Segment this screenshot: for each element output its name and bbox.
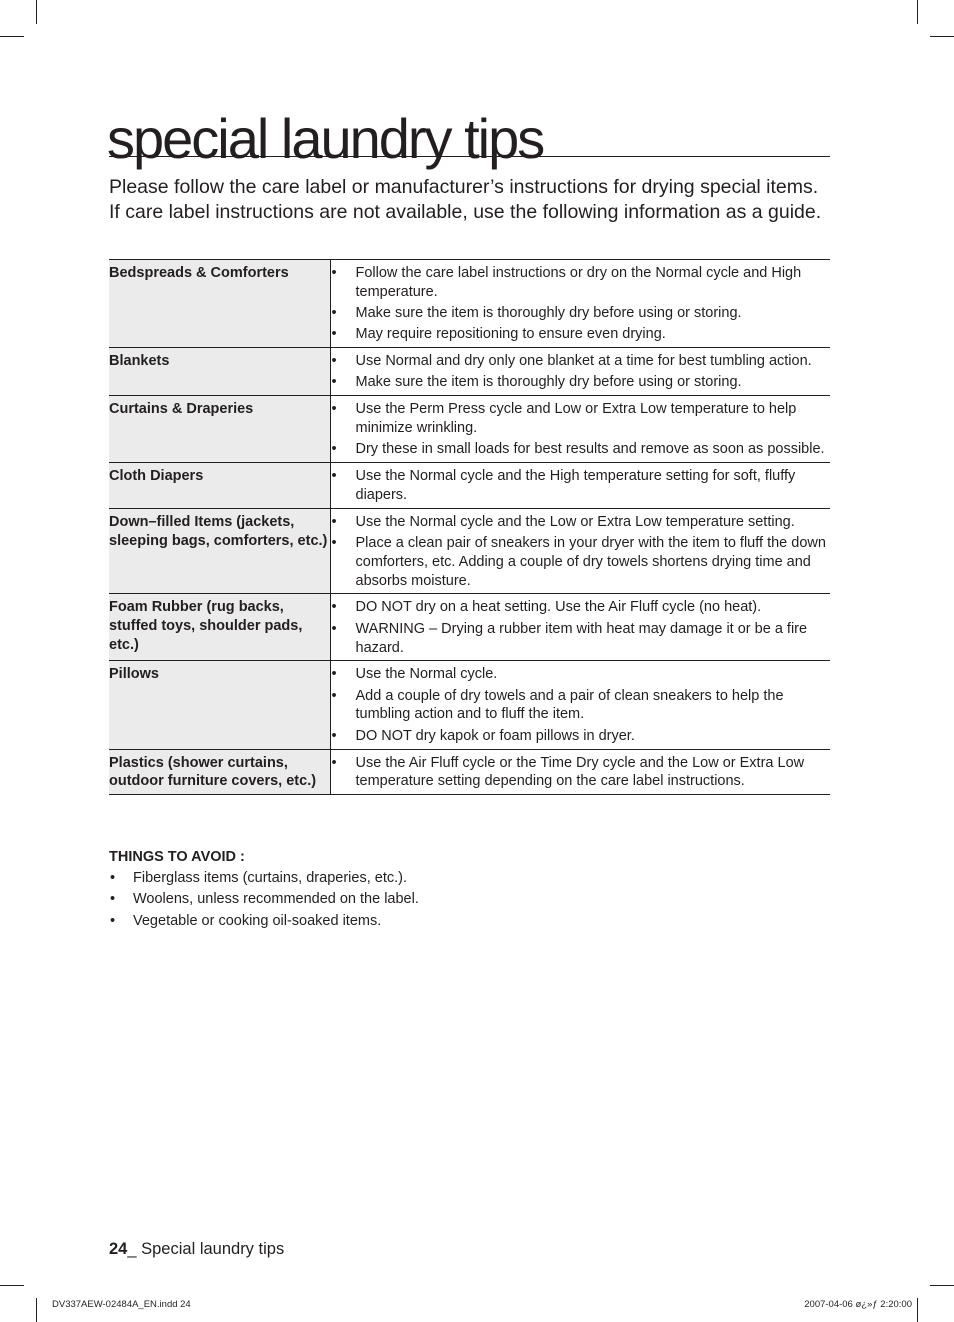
list-item-text: Woolens, unless recommended on the label. <box>133 891 419 908</box>
notes-list <box>331 665 831 745</box>
list-item-text: Use Normal and dry only one blanket at a time for best tumbling action. <box>355 353 812 370</box>
list-item-text: Use the Normal cycle and the Low or Extra Low temperature setting. <box>355 513 795 530</box>
notes-list <box>331 467 831 505</box>
list-item <box>331 665 831 684</box>
bullet-icon: • <box>331 754 337 771</box>
slug-right: 2007-04-06 ø¿»ƒ 2:20:00 <box>804 1299 912 1310</box>
bullet-icon: • <box>331 513 337 530</box>
avoid-list <box>109 869 830 931</box>
page-title: special laundry tips <box>107 107 544 170</box>
footer-section: _ Special laundry tips <box>127 1240 285 1258</box>
list-item-text: Dry these in small loads for best results and remove as soon as possible. <box>355 441 825 458</box>
list-item-text: Fiberglass items (curtains, draperies, etc.). <box>133 869 407 886</box>
list-item <box>331 264 831 302</box>
list-item-text: WARNING – Drying a rubber item with heat may damage it or be a fire hazard. <box>355 620 808 656</box>
bullet-icon: • <box>110 891 116 908</box>
page-footer <box>109 1238 284 1260</box>
list-item-text: Use the Normal cycle and the High temperature setting for soft, fluffy diapers. <box>355 468 796 503</box>
notes-list <box>331 513 831 591</box>
notes-list <box>331 754 831 792</box>
list-item <box>331 400 831 438</box>
bullet-icon: • <box>331 353 337 370</box>
bullet-icon: • <box>331 535 337 552</box>
item-name: Bedspreads & Comforters <box>109 260 330 348</box>
list-item-text: Make sure the item is thoroughly dry before using or storing. <box>355 305 742 322</box>
list-item <box>331 352 831 371</box>
bullet-icon: • <box>331 687 337 704</box>
list-item-text: Vegetable or cooking oil-soaked items. <box>133 912 382 929</box>
item-name: Pillows <box>109 661 330 749</box>
bullet-icon: • <box>331 326 337 343</box>
list-item <box>331 620 831 658</box>
crop-mark <box>0 1285 24 1286</box>
crop-mark <box>36 0 37 24</box>
crop-mark <box>930 1285 954 1286</box>
tips-table <box>109 259 830 795</box>
page-number: 24 <box>109 1240 128 1258</box>
list-item-text: Place a clean pair of sneakers in your dryer with the item to fluff the down comforters, etc. Adding a couple of dry towels shortens drying time and absorbs moisture. <box>355 535 826 589</box>
crop-mark <box>917 1298 918 1322</box>
table-row <box>109 749 830 795</box>
list-item <box>331 513 831 532</box>
item-notes <box>330 594 830 661</box>
item-name: Foam Rubber (rug backs, stuffed toys, shoulder pads, etc.) <box>109 594 330 661</box>
list-item-text: Add a couple of dry towels and a pair of clean sneakers to help the tumbling action and to fluff the item. <box>355 687 784 723</box>
item-name: Plastics (shower curtains, outdoor furniture covers, etc.) <box>109 749 330 795</box>
bullet-icon: • <box>331 374 337 391</box>
list-item-text: Make sure the item is thoroughly dry before using or storing. <box>355 374 742 391</box>
list-item <box>331 467 831 505</box>
list-item <box>331 534 831 590</box>
bullet-icon: • <box>331 468 337 485</box>
slug-left: DV337AEW-02484A_EN.indd 24 <box>52 1299 191 1310</box>
notes-list <box>331 400 831 459</box>
list-item-text: Follow the care label instructions or dry on the Normal cycle and High temperature. <box>355 265 802 300</box>
avoid-heading: THINGS TO AVOID : <box>109 849 245 865</box>
list-item <box>331 373 831 392</box>
bullet-icon: • <box>331 620 337 637</box>
bullet-icon: • <box>331 727 337 744</box>
list-item-text: DO NOT dry kapok or foam pillows in dryer. <box>355 727 635 744</box>
table-row <box>109 594 830 661</box>
item-notes <box>330 749 830 795</box>
table-row <box>109 661 830 749</box>
item-notes <box>330 396 830 463</box>
list-item <box>331 325 831 344</box>
list-item-text: Use the Perm Press cycle and Low or Extra Low temperature to help minimize wrinkling. <box>355 401 797 437</box>
list-item <box>109 869 830 888</box>
bullet-icon: • <box>331 441 337 458</box>
list-item <box>331 304 831 323</box>
list-item-text: DO NOT dry on a heat setting. Use the Air Fluff cycle (no heat). <box>355 599 762 616</box>
notes-list <box>331 598 831 657</box>
bullet-icon: • <box>331 265 337 281</box>
notes-list <box>331 264 831 344</box>
crop-mark <box>36 1298 37 1322</box>
list-item-text: Use the Normal cycle. <box>355 666 498 683</box>
list-item-text: May require repositioning to ensure even drying. <box>355 326 666 343</box>
list-item-text: Use the Air Fluff cycle or the Time Dry cycle and the Low or Extra Low temperature setting depending on the care label instructions. <box>355 754 805 790</box>
bullet-icon: • <box>331 305 337 322</box>
things-to-avoid <box>109 848 830 933</box>
item-notes <box>330 260 830 348</box>
item-name: Curtains & Draperies <box>109 396 330 463</box>
item-name: Blankets <box>109 348 330 396</box>
notes-list <box>331 352 831 392</box>
bullet-icon: • <box>331 666 337 683</box>
title-rule <box>107 104 830 170</box>
list-item <box>331 598 831 617</box>
bullet-icon: • <box>110 912 116 929</box>
bullet-icon: • <box>331 401 337 418</box>
item-notes <box>330 661 830 749</box>
item-notes <box>330 508 830 594</box>
table-row <box>109 396 830 463</box>
crop-mark <box>930 36 954 37</box>
crop-mark <box>917 0 918 24</box>
table-row <box>109 508 830 594</box>
list-item <box>331 440 831 459</box>
list-item <box>109 890 830 909</box>
item-notes <box>330 348 830 396</box>
item-name: Down–filled Items (jackets, sleeping bags, comforters, etc.) <box>109 508 330 594</box>
list-item <box>331 754 831 792</box>
table-row <box>109 260 830 348</box>
table-row <box>109 463 830 509</box>
intro-paragraph: Please follow the care label or manufacturer’s instructions for drying special items. If care label instructions are not available, use the following information as a guide. <box>109 176 822 223</box>
item-name: Cloth Diapers <box>109 463 330 509</box>
table-row <box>109 348 830 396</box>
list-item <box>331 687 831 725</box>
list-item <box>331 727 831 746</box>
bullet-icon: • <box>110 869 116 886</box>
tips-table-body <box>109 260 830 795</box>
bullet-icon: • <box>331 599 337 616</box>
crop-mark <box>0 36 24 37</box>
list-item <box>109 912 830 931</box>
item-notes <box>330 463 830 509</box>
